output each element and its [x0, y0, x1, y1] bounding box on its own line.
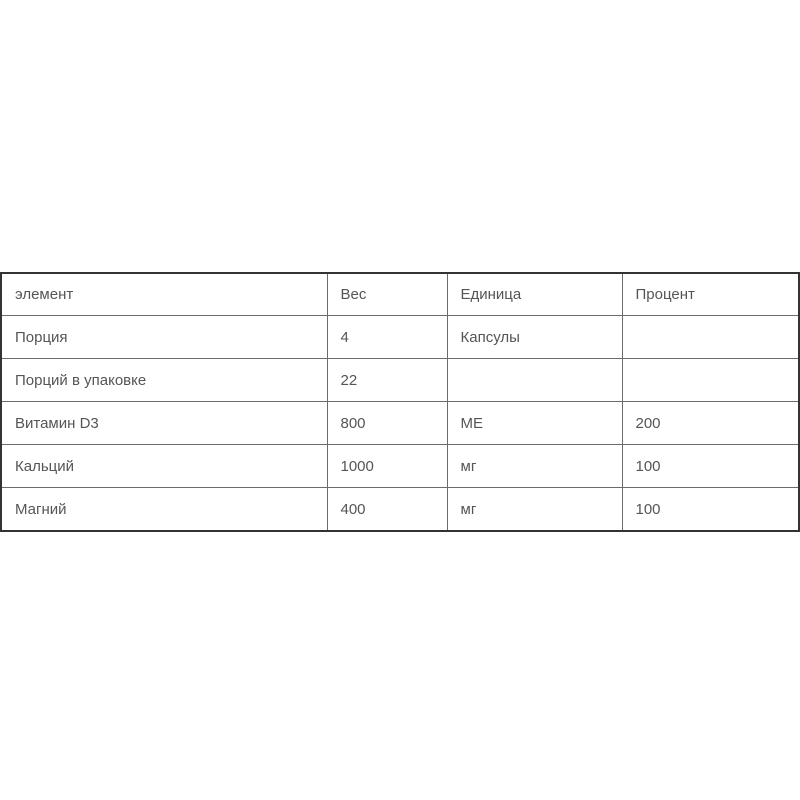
cell-weight: 4: [327, 316, 447, 359]
cell-element: Витамин D3: [1, 402, 327, 445]
cell-percent: 100: [622, 488, 799, 532]
table-row: [1, 402, 799, 445]
cell-unit: МЕ: [447, 402, 622, 445]
table-row: [1, 359, 799, 402]
cell-unit: мг: [447, 488, 622, 532]
cell-weight: 22: [327, 359, 447, 402]
nutrition-table-container: [0, 272, 798, 532]
cell-weight: 400: [327, 488, 447, 532]
table-row: [1, 488, 799, 532]
cell-percent: [622, 316, 799, 359]
table-header-row: [1, 273, 799, 316]
cell-percent: 100: [622, 445, 799, 488]
cell-weight: 800: [327, 402, 447, 445]
cell-unit: мг: [447, 445, 622, 488]
table-row: [1, 445, 799, 488]
cell-weight: 1000: [327, 445, 447, 488]
cell-element: Порций в упаковке: [1, 359, 327, 402]
header-element: элемент: [1, 273, 327, 316]
cell-element: Порция: [1, 316, 327, 359]
cell-element: Кальций: [1, 445, 327, 488]
cell-unit: Капсулы: [447, 316, 622, 359]
nutrition-table: [0, 272, 800, 532]
cell-percent: 200: [622, 402, 799, 445]
header-unit: Единица: [447, 273, 622, 316]
table-row: [1, 316, 799, 359]
cell-unit: [447, 359, 622, 402]
cell-element: Магний: [1, 488, 327, 532]
header-weight: Вес: [327, 273, 447, 316]
cell-percent: [622, 359, 799, 402]
header-percent: Процент: [622, 273, 799, 316]
